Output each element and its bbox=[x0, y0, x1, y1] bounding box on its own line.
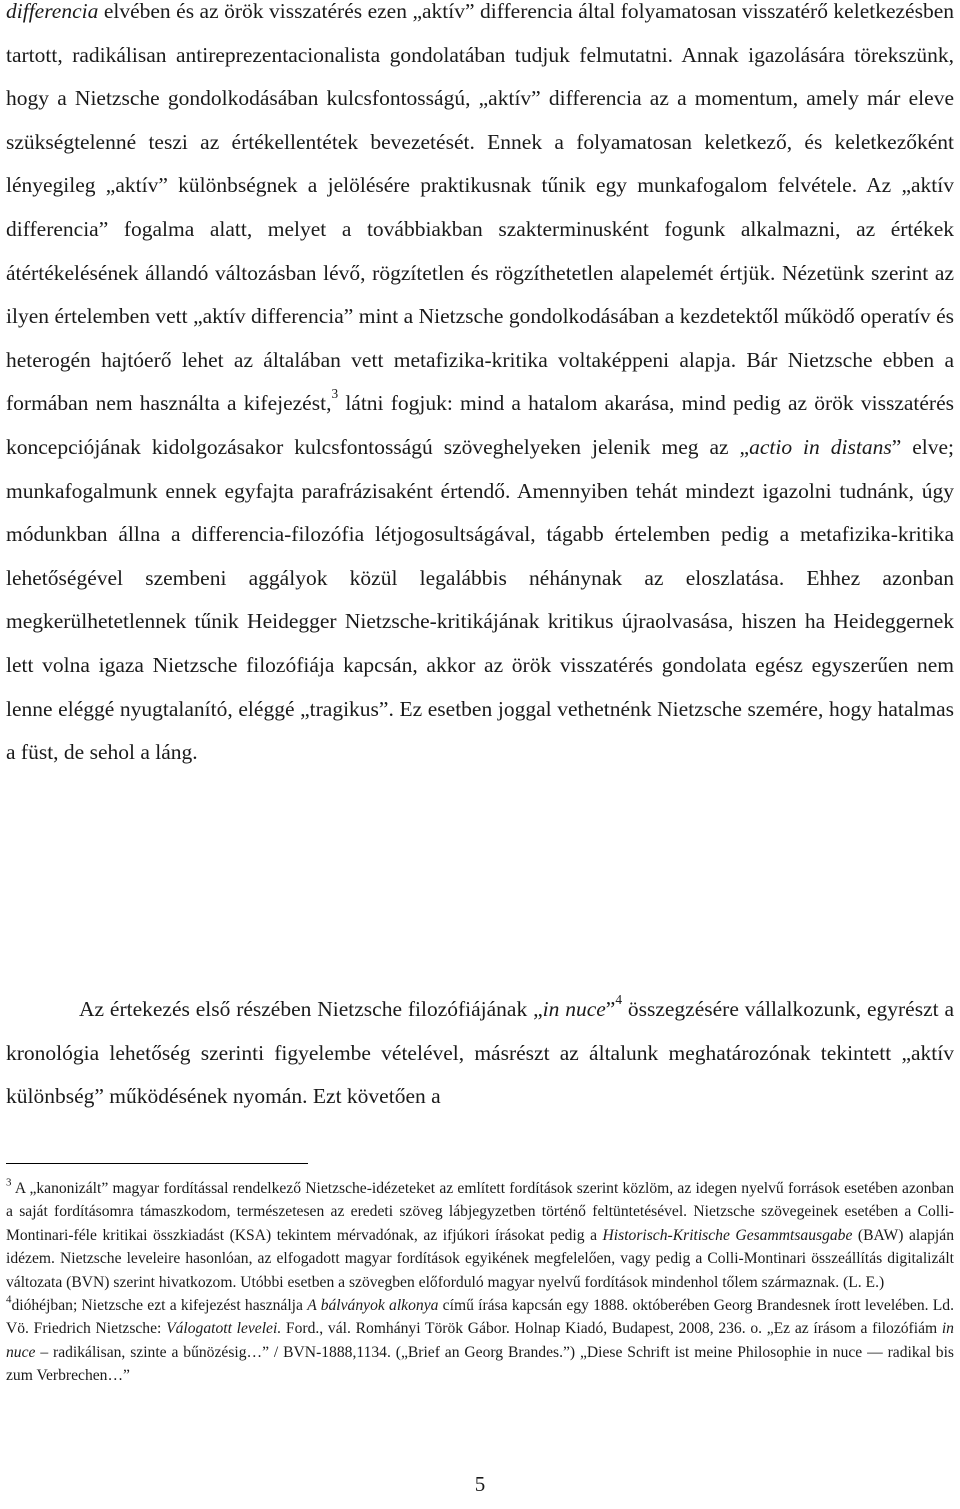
footnote-reference-3[interactable]: 3 bbox=[331, 386, 339, 402]
body-paragraph-2 bbox=[6, 988, 954, 1119]
body-paragraph-1 bbox=[6, 0, 954, 775]
italic-term: in nuce bbox=[6, 1320, 954, 1361]
footnotes-section bbox=[6, 1177, 954, 1388]
italic-term: in nuce bbox=[542, 997, 606, 1021]
footnote-3 bbox=[6, 1177, 954, 1294]
italic-title: A bálványok alkonya bbox=[307, 1297, 439, 1315]
footnote-4 bbox=[6, 1294, 954, 1388]
page-number: 5 bbox=[474, 1472, 486, 1496]
footnote-reference-4[interactable]: 4 bbox=[615, 992, 622, 1008]
footnote-text: (BAW) alapján idézem. Nietzsche leveleire hasonlóan, az elfogadott magyar fordítások egyikének megfelelően, vagy pedig a Colli-Montinari összeállítás digitalizált változata (BVN) szerint hivatkozom. Utóbbi esetben a szövegben előforduló magyar nyelvű fordítások mindenhol tőlem származnak. (L. E.) bbox=[6, 1226, 954, 1291]
italic-title: Historisch-Kritische Gesammtsausgabe bbox=[602, 1226, 853, 1244]
footnote-text: A „kanonizált” magyar fordítással rendelkező Nietzsche-idézeteket az említett fordítások szerint közlöm, az idegen nyelvű források esetében azonban a saját fordításomra támaszkodom, természetesen az eredeti szöveg lábjegyzetben történő feltüntetésével. Nietzsche szövegeinek esetében a Colli-Montinari-féle kritikai összkiadást (KSA) tekintem mérvadónak, az ifjúkori írásokat pedig a bbox=[6, 1180, 954, 1244]
paragraph-text: Az értekezés első részében Nietzsche filozófiájának „ bbox=[79, 997, 543, 1021]
footnote-separator bbox=[6, 1163, 308, 1164]
paragraph-text: elvében és az örök visszatérés ezen „aktív” differencia által folyamatosan visszatérő keletkezésben tartott, radikálisan antireprezentacionalista gondolatában tudjuk felmutatni. Annak igazolására törekszünk, hogy a Nietzsche gondolkodásában kulcsfontosságú, „aktív” differencia az a momentum, amely már eleve szükségtelenné teszi az értékellentétek bevezetését. Ennek a folyamatosan keletkező, és keletkezőként lényegileg „aktív” különbségnek a jelölésére praktikusnak tűnik egy munkafogalom felvétele. Az „aktív differencia” fogalma alatt, melyet a továbbiakban szakterminusként fogunk alkalmazni, az értékek átértékelésének állandó változásban lévő, rögzítetlen és rögzíthetetlen alapelemét értjük. Nézetünk szerint az ilyen értelemben vett „aktív differencia” mint a Nietzsche gondolkodásában a kezdetektől működő operatív és heterogén hajtóerő lehet az általában vett metafizika-kritika voltaképpeni alapja. Bár Nietzsche ebben a formában nem használta a kifejezést, bbox=[6, 0, 954, 416]
paragraph-text: ” elve; munkafogalmunk ennek egyfajta parafrázisaként értendő. Amennyiben tehát mindezt igazolni tudnánk, úgy módunkban állna a differencia-filozófia létjogosultságával, tágabb értelemben pedig a metafizika-kritika lehetőségével szembeni aggályok közül legalábbis néhánynak az eloszlatása. Ehhez azonban megkerülhetetlennek tűnik Heidegger Nietzsche-kritikájának kritikus újraolvasása, hiszen ha Heideggernek lett volna igaza Nietzsche filozófiája kapcsán, akkor az örök visszatérés gondolata egész egyszerűen nem lenne eléggé nyugtalanító, eléggé „tragikus”. Ez esetben joggal vethetnénk Nietzsche szemére, hogy hatalmas a füst, de sehol a láng. bbox=[6, 434, 954, 765]
footnote-text: – radikálisan, szinte a bűnözésig…” / BVN-1888,1134. („Brief an Georg Brandes.”) „Diese Schrift ist meine Philosophie in nuce — radikal bis zum Verbrechen…” bbox=[6, 1343, 954, 1385]
footnote-number: 3 bbox=[6, 1176, 12, 1189]
paragraph-text: látni fogjuk: mind a hatalom akarása, mind pedig az örök visszatérés koncepciójának kidolgozásakor kulcsfontosságú szöveghelyeken jelenik meg az „ bbox=[6, 391, 954, 459]
footnote-text: című írása kapcsán egy 1888. októberében Georg Brandesnek írott levelében. Ld. Vö. Friedrich Nietzsche: bbox=[6, 1297, 954, 1338]
footnote-text: Ford., vál. Romhányi Török Gábor. Holnap Kiadó, Budapest, 2008, 236. o. „Ez az írásom a filozófiám bbox=[281, 1320, 942, 1338]
footnote-number: 4 bbox=[6, 1293, 12, 1306]
italic-term: differencia bbox=[6, 0, 99, 23]
italic-term: actio in distans bbox=[749, 434, 892, 459]
paragraph-text: összegzésére vállalkozunk, egyrészt a kronológia lehetőség szerinti figyelembe vételével, másrészt az általunk meghatározónak tekintett „aktív különbség” működésének nyomán. Ezt követően a bbox=[6, 997, 954, 1109]
italic-title: Válogatott levelei. bbox=[166, 1320, 282, 1338]
paragraph-text: ” bbox=[605, 997, 616, 1021]
footnote-text: dióhéjban; Nietzsche ezt a kifejezést használja bbox=[11, 1297, 308, 1315]
